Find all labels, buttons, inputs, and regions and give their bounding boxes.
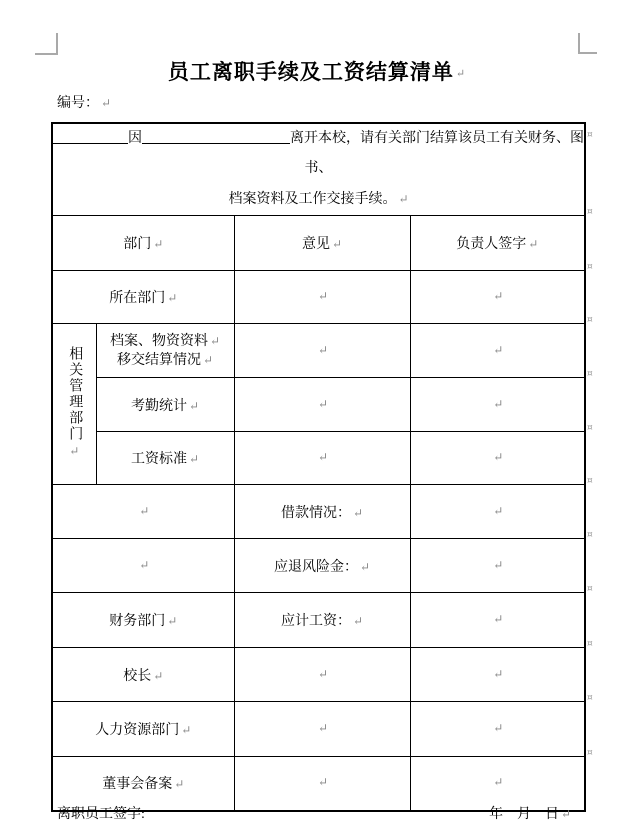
cell-end-mark-icon: ¤	[587, 693, 593, 703]
cell-loan-dept	[52, 485, 234, 539]
attendance-text: 考勤统计	[130, 398, 187, 414]
paragraph-mark-icon: ↵	[139, 557, 150, 572]
page-title	[0, 56, 634, 86]
intro-line1	[53, 124, 584, 184]
cell-loan-sign	[410, 485, 585, 539]
fill-blank	[142, 128, 290, 144]
intro-line2-text: 档案资料及工作交接手续。	[228, 192, 397, 207]
cell-board-opinion	[234, 757, 410, 811]
intro-cell	[52, 123, 585, 216]
cell-principal-opinion	[234, 648, 410, 702]
cell-principal-sign	[410, 648, 585, 702]
paragraph-mark-icon: ↵	[202, 352, 214, 367]
paragraph-mark-icon: ↵	[317, 721, 329, 735]
own-dept-text: 所在部门	[109, 291, 166, 306]
cell-archives-opinion	[234, 324, 410, 378]
cell-hr-dept	[52, 702, 234, 757]
paragraph-mark-icon: ↵	[139, 503, 150, 518]
cell-end-mark-icon: ¤	[587, 262, 593, 272]
paragraph-mark-icon: ↵	[331, 237, 343, 251]
cell-end-mark-icon: ¤	[587, 207, 593, 217]
paragraph-mark-icon: ↵	[153, 237, 164, 251]
crop-mark-top-left-icon	[35, 33, 58, 55]
cell-risk-sign	[410, 539, 585, 593]
cell-attendance-opinion	[234, 378, 410, 432]
cell-accrued-sign	[410, 593, 585, 648]
paragraph-mark-icon: ↵	[493, 503, 504, 518]
paragraph-mark-icon: ↵	[101, 96, 112, 110]
signature-label: 离职员工签字:	[57, 807, 145, 822]
cell-salary-standard-sign	[410, 432, 585, 485]
paragraph-mark-icon: ↵	[317, 666, 329, 681]
paragraph-mark-icon: ↵	[317, 775, 329, 790]
paragraph-mark-icon: ↵	[528, 237, 539, 251]
cell-hr-opinion	[234, 702, 410, 757]
cell-archives-sign	[410, 324, 585, 378]
intro-line1-text: 离开本校，请有关部门结算该员工有关财务、图书、	[290, 131, 584, 176]
header-cell-dept	[52, 216, 234, 271]
principal-text: 校长	[123, 668, 152, 684]
paragraph-mark-icon: ↵	[493, 396, 504, 411]
archives-line1-text: 档案、物资资料	[109, 333, 208, 349]
paragraph-mark-icon: ↵	[493, 666, 504, 681]
cell-own-dept-opinion	[234, 271, 410, 324]
paragraph-mark-icon: ↵	[209, 333, 221, 348]
number-label	[57, 92, 111, 112]
paragraph-mark-icon: ↵	[153, 668, 164, 683]
cell-principal	[52, 648, 234, 702]
archives-line2-text: 移交结算情况	[116, 352, 201, 368]
header-dept-text: 部门	[123, 237, 152, 252]
archives-lines	[97, 332, 234, 370]
cell-end-mark-icon: ¤	[587, 130, 593, 140]
cell-finance-dept	[52, 593, 234, 648]
settlement-table	[51, 122, 586, 812]
paragraph-mark-icon: ↵	[398, 192, 409, 206]
cell-risk-dept	[52, 539, 234, 593]
paragraph-mark-icon: ↵	[188, 398, 200, 413]
page-title-text: 员工离职手续及工资结算清单	[167, 60, 454, 84]
paragraph-mark-icon: ↵	[188, 452, 200, 466]
date-label-text: 年 月 日	[489, 807, 559, 822]
cell-end-mark-icon: ¤	[587, 423, 593, 433]
loan-text: 借款情况：	[280, 505, 351, 521]
accrued-salary-text: 应计工资：	[280, 614, 351, 629]
paragraph-mark-icon: ↵	[561, 807, 572, 821]
paragraph-mark-icon: ↵	[167, 291, 178, 305]
risk-deposit-text: 应退风险金：	[273, 559, 358, 575]
cell-own-dept-sign	[410, 271, 585, 324]
paragraph-mark-icon: ↵	[67, 443, 82, 458]
paragraph-mark-icon: ↵	[493, 557, 504, 572]
cell-attendance	[96, 378, 234, 432]
cell-end-mark-icon: ¤	[587, 748, 593, 758]
paragraph-mark-icon: ↵	[493, 450, 504, 464]
crop-mark-top-right-icon	[578, 33, 597, 54]
paragraph-mark-icon: ↵	[493, 289, 504, 303]
fill-blank	[53, 128, 128, 144]
salary-standard-text: 工资标准	[130, 452, 187, 467]
header-opinion-text: 意见	[301, 237, 330, 252]
paragraph-mark-icon: ↵	[174, 777, 185, 792]
cell-related-group	[52, 324, 96, 485]
paragraph-mark-icon: ↵	[181, 723, 192, 737]
paragraph-mark-icon: ↵	[493, 342, 504, 357]
paragraph-mark-icon: ↵	[493, 775, 504, 790]
cell-attendance-sign	[410, 378, 585, 432]
cell-own-dept	[52, 271, 234, 324]
cell-end-mark-icon: ¤	[587, 315, 593, 325]
number-label-text: 编号：	[57, 96, 99, 111]
paragraph-mark-icon: ↵	[352, 505, 364, 520]
intro-conj: 因	[128, 131, 142, 146]
paragraph-mark-icon: ↵	[317, 289, 329, 303]
paragraph-mark-icon: ↵	[493, 612, 504, 626]
cell-end-mark-icon: ¤	[587, 639, 593, 649]
paragraph-mark-icon: ↵	[317, 450, 329, 464]
cell-salary-standard	[96, 432, 234, 485]
header-cell-opinion	[234, 216, 410, 271]
header-sign-text: 负责人签字	[456, 237, 527, 252]
cell-loan	[234, 485, 410, 539]
paragraph-mark-icon: ↵	[352, 614, 364, 628]
paragraph-mark-icon: ↵	[493, 721, 504, 735]
paragraph-mark-icon: ↵	[317, 396, 329, 411]
paragraph-mark-icon: ↵	[455, 68, 467, 80]
related-group-text: 相关管理部门	[67, 345, 83, 442]
cell-salary-standard-opinion	[234, 432, 410, 485]
cell-end-mark-icon: ¤	[587, 530, 593, 540]
cell-archives	[96, 324, 234, 378]
paragraph-mark-icon: ↵	[167, 614, 178, 628]
date-label	[489, 803, 571, 823]
paragraph-mark-icon: ↵	[317, 342, 329, 357]
cell-end-mark-icon: ¤	[587, 584, 593, 594]
paragraph-mark-icon: ↵	[359, 559, 371, 574]
board-text: 董事会备案	[102, 777, 173, 793]
related-group-vertical-text	[66, 346, 82, 458]
cell-accrued-salary	[234, 593, 410, 648]
cell-risk-deposit	[234, 539, 410, 593]
hr-dept-text: 人力资源部门	[95, 723, 180, 738]
cell-hr-sign	[410, 702, 585, 757]
finance-dept-text: 财务部门	[109, 614, 166, 629]
intro-line2	[53, 184, 584, 215]
cell-end-mark-icon: ¤	[587, 476, 593, 486]
header-cell-sign	[410, 216, 585, 271]
cell-end-mark-icon: ¤	[587, 369, 593, 379]
